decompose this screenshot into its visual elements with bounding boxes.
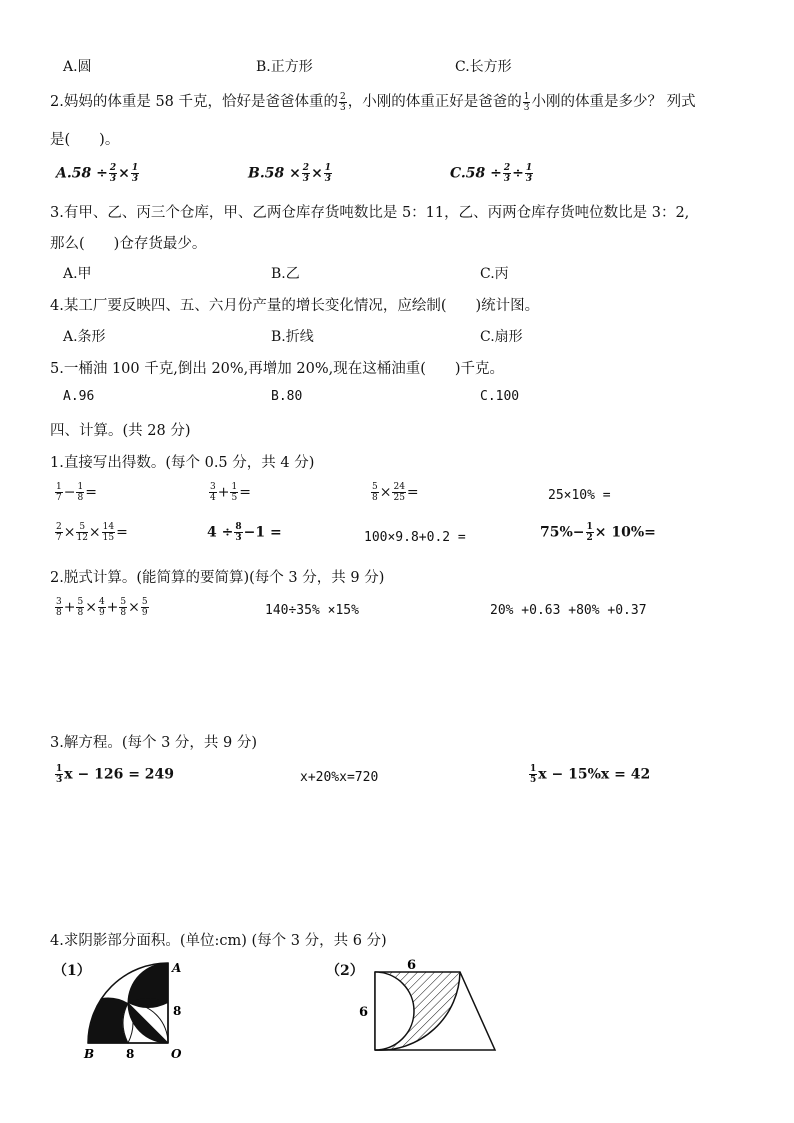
- q3-option-b: B.乙: [271, 266, 300, 282]
- label-b: B: [84, 1047, 95, 1061]
- section-title: 四、计算。(共 28 分): [50, 423, 191, 439]
- equation-3: $\frac{1}{5}$ x − 15%x = 42: [530, 764, 651, 785]
- q1-option-b: B.正方形: [256, 59, 313, 75]
- label-side: 8: [173, 1004, 182, 1018]
- q2-question-cont: 是( )。: [50, 132, 120, 148]
- q5-option-b: B.80: [271, 389, 303, 404]
- calc-1-2: $\frac{3}{4}$ + $\frac{1}{5}$ =: [210, 482, 251, 503]
- figure2-label: （2）: [326, 963, 364, 979]
- q5-option-a: A.96: [63, 389, 95, 404]
- q3-option-a: A.甲: [63, 266, 92, 282]
- q3-question: 3.有甲、乙、丙三个仓库，甲、乙两仓库存货吨数比是 5：11，乙、丙两仓库存货吨位数比是 3：2,: [50, 205, 690, 221]
- q5-option-c: C.100: [480, 389, 520, 404]
- calc-2-3: 20% +0.63 +80% +0.37: [490, 603, 647, 618]
- q2-option-b: B.58 × $\frac{2}{3}$ × $\frac{1}{3}$: [248, 163, 332, 184]
- label-left: 6: [359, 1005, 369, 1020]
- equation-1: $\frac{1}{3}$ x − 126 = 249: [56, 764, 175, 785]
- calc-1-8: 75%− $\frac{1}{2}$ × 10%=: [540, 522, 656, 543]
- calc-1-6: 4 ÷ $\frac{8}{3}$ −1 =: [207, 522, 282, 543]
- calc-1-4: 25×10% =: [548, 488, 611, 503]
- label-top: 6: [407, 958, 417, 973]
- q1-option-c: C.长方形: [455, 59, 512, 75]
- calc-2-1: $\frac{3}{8}$ + $\frac{5}{8}$ × $\frac{4}{9}$ + $\frac{5}{8}$ × $\frac{5}{9}$: [56, 597, 148, 618]
- q1-option-a: A.圆: [63, 59, 92, 75]
- calc-1-7: 100×9.8+0.2 =: [364, 530, 466, 545]
- calc-1-3: $\frac{5}{8}$ × $\frac{24}{25}$ =: [372, 482, 419, 503]
- calc-1-5: $\frac{2}{7}$ × $\frac{5}{12}$ × $\frac{14}{15}$ =: [56, 522, 128, 543]
- figure1-diagram: [80, 958, 190, 1063]
- figure2-diagram: [355, 958, 500, 1058]
- q4-option-b: B.折线: [271, 329, 314, 345]
- part4-title: 4.求阴影部分面积。(单位:cm) (每个 3 分，共 6 分): [50, 933, 387, 949]
- calc-2-2: 140÷35% ×15%: [265, 603, 359, 618]
- label-o: O: [171, 1047, 182, 1061]
- q3-question-cont: 那么( )仓存货最少。: [50, 236, 207, 252]
- q2-option-c: C.58 ÷ $\frac{2}{3}$ ÷ $\frac{1}{3}$: [450, 163, 533, 184]
- q4-option-c: C.扇形: [480, 329, 523, 345]
- calc-1-1: $\frac{1}{7}$ − $\frac{1}{8}$ =: [56, 482, 97, 503]
- label-bottom: 8: [126, 1047, 135, 1061]
- q4-question: 4.某工厂要反映四、五、六月份产量的增长变化情况，应绘制( )统计图。: [50, 298, 540, 314]
- part3-title: 3.解方程。(每个 3 分，共 9 分): [50, 735, 258, 751]
- q3-option-c: C.丙: [480, 266, 509, 282]
- figure1-label: （1）: [53, 963, 91, 979]
- q2-option-a: A.58 ÷ $\frac{2}{3}$ × $\frac{1}{3}$: [56, 163, 139, 184]
- part1-title: 1.直接写出得数。(每个 0.5 分，共 4 分): [50, 455, 315, 471]
- part2-title: 2.脱式计算。(能简算的要简算)(每个 3 分，共 9 分): [50, 570, 385, 586]
- q2-question: 2.妈妈的体重是 58 千克，恰好是爸爸体重的 $\frac{2}{3}$ ，小刚的体重正好是爸爸的 $\frac{1}{3}$ 小刚的体重是多少？ 列式: [50, 91, 696, 113]
- q5-question: 5.一桶油 100 千克,倒出 20%,再增加 20%,现在这桶油重( )千克。: [50, 361, 505, 377]
- label-a: A: [172, 961, 182, 975]
- q4-option-a: A.条形: [63, 329, 106, 345]
- equation-2: x+20%x=720: [300, 770, 379, 785]
